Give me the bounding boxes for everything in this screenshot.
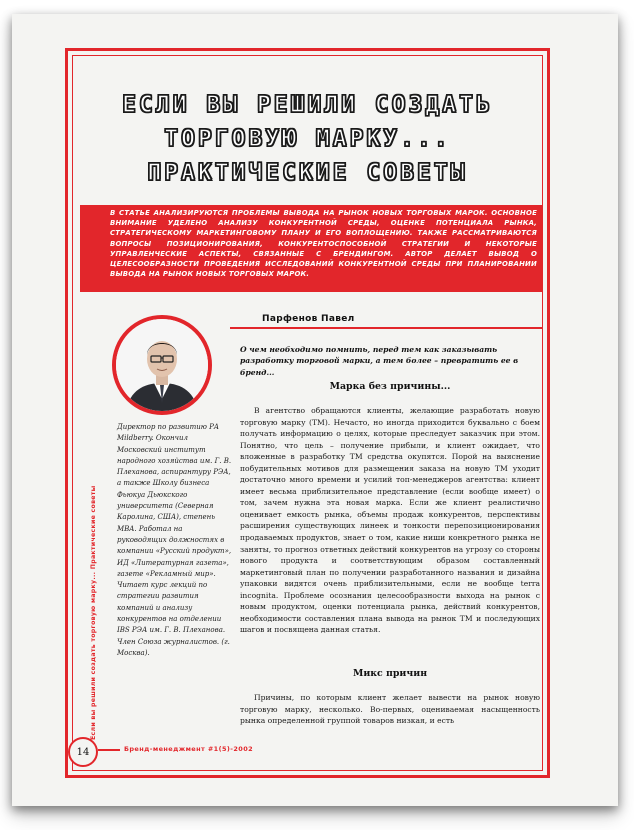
- title-line-3: ПРАКТИЧЕСКИЕ СОВЕТЫ: [147, 160, 468, 186]
- author-name: Парфенов Павел: [262, 314, 355, 324]
- section-body-2: [240, 692, 540, 727]
- journal-issue: Бренд-менеджмент #1(5)-2002: [124, 745, 254, 753]
- author-photo: [112, 315, 212, 415]
- section-2-paragraph: Причины, по которым клиент желает вывести на рынок новую торговую марку, несколько. Во-первых, оцениваемая насыщенность рынка определенной группой товаров низкая, и есть: [240, 693, 540, 726]
- title-line-1: ЕСЛИ ВЫ РЕШИЛИ СОЗДАТЬ: [122, 92, 493, 118]
- section-body-1: [240, 405, 540, 636]
- section-1-paragraph: В агентство обращаются клиенты, желающие разработать новую торговую марку (ТМ). Нечасто, но иногда приходится буквально с боем получать информацию о целях, которые преследует заказчик при этом. Понятно, что цель – получение прибыли, и клиент ожидает, что вложенные в разработку ТМ средства окупятся. Порой на выяснение побудительных мотивов для размещения заказа на новую ТМ уходит достаточно много времени и усилий топ-менеджеров агентства: клиент имеет весьма приблизительное представление (если вообще имеет) о том, зачем нужна эта новая марка. Если же клиент реалистично оценивает емкость рынка, объемы продаж конкурентов, перспективы расширения существующих линеек и тонкости перепозиционирования продаваемых продуктов, знает о том, какие ниши конкретного рынка не заняты, то прогноз ответных действий конкурентов на угрозу со стороны нового продукта и соответствующим образом составленный маркетинговый план по получении разработанного названия и дизайна упаковки видятся очень приблизительными, если не вообще terra incognita. Проблеме осознания целесообразности выхода на рынок с новым продуктом, оценки потенциала рынка, действий конкурентов, необходимости составления плана вывода на рынок ТМ и последующих шагов и посвящена данная статья.: [240, 406, 540, 635]
- author-bio: Директор по развитию РА Mildberry. Окончил Московский институт народного хозяйства им. Г. В. Плеханова, аспирантуру РЭА, а также Школу бизнеса Фьюкуа Дьюкского университета (Северная Каролина, США), степень MBA. Работал на руководящих должностях в компании «Русский продукт», ИД «Литературная газета», газете «Рекламный мир». Читает курс лекций по стратегии развития компаний и анализу конкурентов на отделении IBS РЭА им. Г. В. Плеханова. Член Союза журналистов. (г. Москва).: [117, 423, 232, 657]
- section-heading-2: Микс причин: [352, 668, 428, 679]
- article-title: [80, 88, 535, 190]
- article-abstract: В СТАТЬЕ АНАЛИЗИРУЮТСЯ ПРОБЛЕМЫ ВЫВОДА НА РЫНОК НОВЫХ ТОРГОВЫХ МАРОК. ОСНОВНОЕ ВНИМАНИЕ УДЕЛЕНО АНАЛИЗУ КОНКУРЕНТНОЙ СРЕДЫ, ОЦЕНКЕ ПОТЕНЦИАЛА РЫНКА, СТРАТЕГИЧЕСКОМУ МАРКЕТИНГОВОМУ ПЛАНУ И ЕГО ВОПЛОЩЕНИЮ. ТАКЖЕ РАССМАТРИВАЮТСЯ ВОПРОСЫ ПОЗИЦИОНИРОВАНИЯ, КОНКУРЕНТОСПОСОБНОЙ СТРАТЕГИИ И НЕКОТОРЫЕ УПРАВЛЕНЧЕСКИЕ АСПЕКТЫ, СВЯЗАННЫЕ С БРЕНДИНГОМ. АВТОР ДЕЛАЕТ ВЫВОД О ЦЕЛЕСООБРАЗНОСТИ ПРОВЕДЕНИЯ ИССЛЕДОВАНИЙ КОНКУРЕНТНОЙ СРЕДЫ ПРИ ПЛАНИРОВАНИИ ВЫВОДА НА РЫНОК НОВЫХ ТОРГОВЫХ МАРОК.: [80, 205, 543, 292]
- page-number: 14: [68, 737, 98, 767]
- author-divider: [230, 327, 543, 329]
- author-portrait-icon: [116, 319, 208, 411]
- title-line-2: ТОРГОВУЮ МАРКУ...: [164, 126, 451, 152]
- footer-divider: [98, 749, 120, 751]
- article-lead: О чем необходимо помнить, перед тем как заказывать разработку торговой марки, а тем более – превратить ее в бренд...: [240, 345, 519, 377]
- section-heading-1: Марка без причины...: [329, 381, 451, 392]
- side-caption: Если вы решили создать торговую марку... Практические советы: [90, 485, 97, 740]
